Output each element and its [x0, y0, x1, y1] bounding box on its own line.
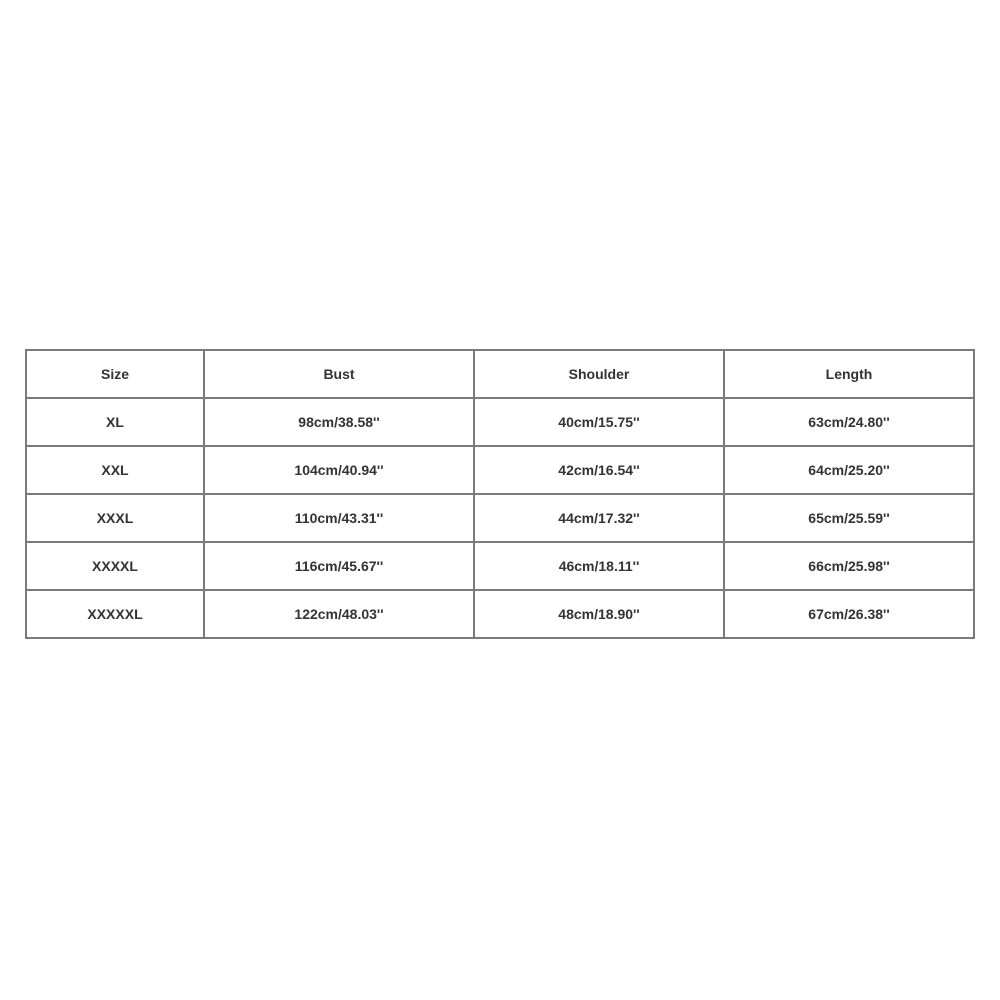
cell-size: XXXXL [26, 542, 204, 590]
cell-bust: 98cm/38.58'' [204, 398, 474, 446]
cell-shoulder: 44cm/17.32'' [474, 494, 724, 542]
cell-length: 65cm/25.59'' [724, 494, 974, 542]
cell-length: 67cm/26.38'' [724, 590, 974, 638]
cell-size: XXXL [26, 494, 204, 542]
cell-shoulder: 42cm/16.54'' [474, 446, 724, 494]
cell-shoulder: 40cm/15.75'' [474, 398, 724, 446]
cell-bust: 110cm/43.31'' [204, 494, 474, 542]
table-row [26, 446, 974, 494]
table-row [26, 494, 974, 542]
table-row [26, 398, 974, 446]
cell-size: XXXXXL [26, 590, 204, 638]
cell-length: 66cm/25.98'' [724, 542, 974, 590]
cell-bust: 122cm/48.03'' [204, 590, 474, 638]
header-size: Size [26, 350, 204, 398]
cell-shoulder: 48cm/18.90'' [474, 590, 724, 638]
table-header-row [26, 350, 974, 398]
cell-shoulder: 46cm/18.11'' [474, 542, 724, 590]
table-row [26, 542, 974, 590]
header-length: Length [724, 350, 974, 398]
cell-bust: 116cm/45.67'' [204, 542, 474, 590]
header-bust: Bust [204, 350, 474, 398]
cell-length: 64cm/25.20'' [724, 446, 974, 494]
cell-size: XXL [26, 446, 204, 494]
table-row [26, 590, 974, 638]
cell-bust: 104cm/40.94'' [204, 446, 474, 494]
header-shoulder: Shoulder [474, 350, 724, 398]
cell-size: XL [26, 398, 204, 446]
cell-length: 63cm/24.80'' [724, 398, 974, 446]
size-chart-table [25, 349, 975, 639]
